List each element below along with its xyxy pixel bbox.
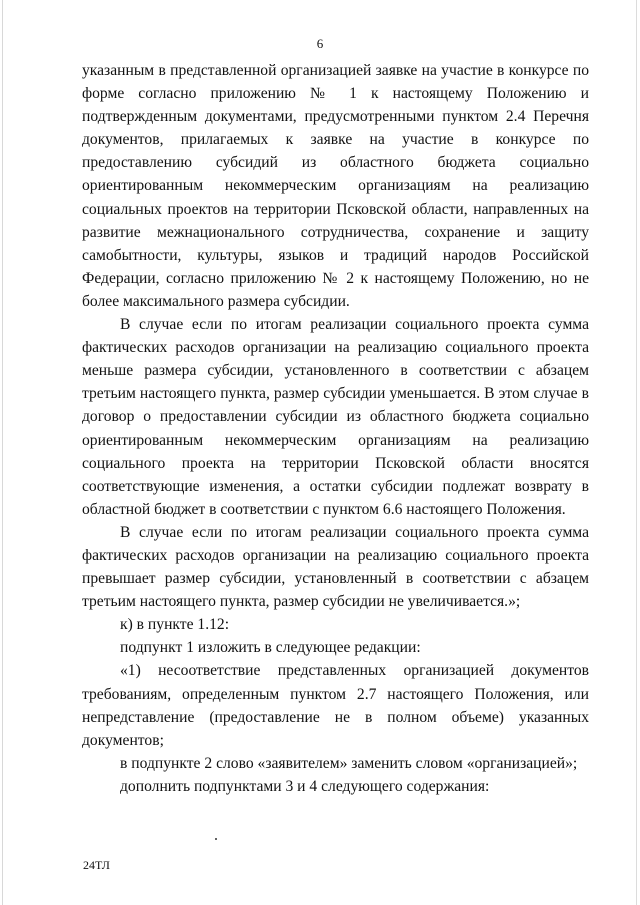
paragraph-2: В случае если по итогам реализации социального проекта сумма фактических расходов организации на реализацию социального проекта меньше размера субсидии, установленного в соответствии с абзацем третьим настоящего пункта, размер субсидии уменьшается. В этом случае в договор о предоставлении субсидии из областного бюджета социально ориентированным некоммерческим организациям на реализацию социального проекта на территории Псковской области вносятся соответствующие изменения, а остатки субсидии подлежат возврату в областной бюджет в соответствии с пунктом 6.6 настоящего Положения. [82, 316, 589, 518]
document-body [82, 59, 589, 798]
paragraph-6: «1) несоответствие представленных организацией документов требованиям, определенным пунктом 2.7 настоящего Положения, или непредставление (предоставление не в полном объеме) указанных документов; [82, 662, 589, 749]
footer-code: 24ТЛ [83, 858, 110, 872]
paragraph-3: В случае если по итогам реализации социального проекта сумма фактических расходов организации на реализацию социального проекта превышает размер субсидии, установленный в соответствии с абзацем третьим настоящего пункта, размер субсидии не увеличивается.»; [82, 523, 589, 611]
paragraph-8: дополнить подпунктами 3 и 4 следующего содержания: [120, 777, 490, 795]
paragraph-5: подпункт 1 изложить в следующее редакции: [120, 639, 421, 657]
paragraph-1: указанным в представленной организацией заявке на участие в конкурсе по форме согласно приложению № 1 к настоящему Положению и подтвержденным документами, предусмотренными пунктом 2.4 Перечня документов, прилагаемых к заявке на участие в конкурсе по предоставлению субсидий из областного бюджета социально ориентированным некоммерческим организациям на реализацию социальных проектов на территории Псковской области, направленных на развитие межнационального сотрудничества, сохранение и защиту самобытности, культуры, языков и традиций народов Российской Федерации, согласно приложению № 2 к настоящему Положению, но не более максимального размера субсидии. [82, 62, 589, 310]
paragraph-7: в подпункте 2 слово «заявителем» заменить словом «организацией»; [120, 754, 578, 772]
scan-speck [215, 838, 217, 840]
page-number: 6 [316, 36, 324, 51]
scan-edge-right [636, 0, 637, 905]
paragraph-4: к) в пункте 1.12: [120, 616, 230, 634]
scan-edge-left [2, 0, 3, 905]
